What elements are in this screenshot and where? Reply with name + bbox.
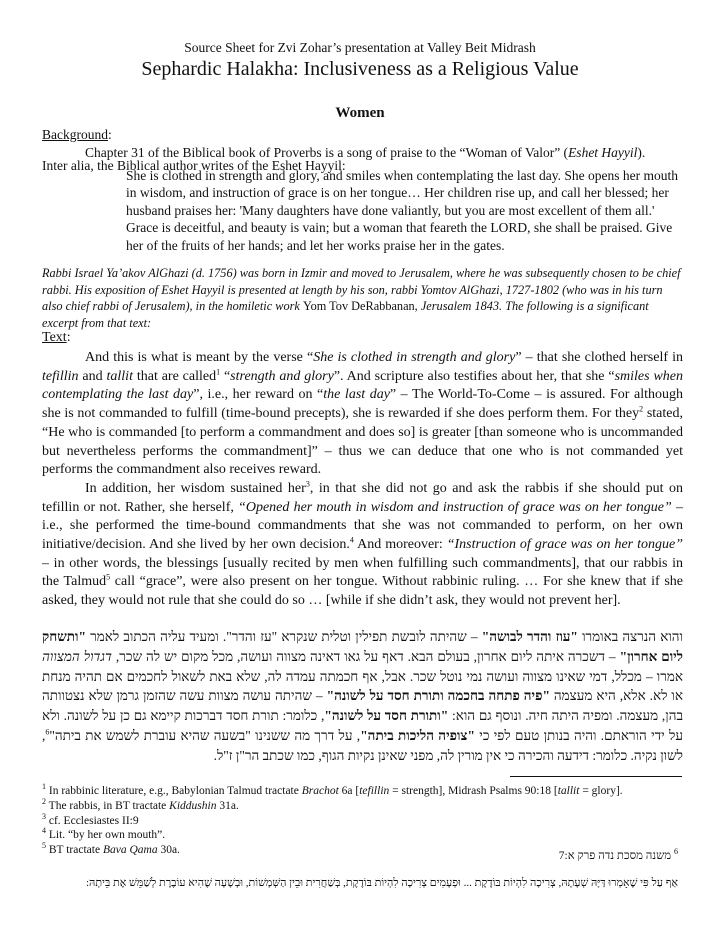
footnote-ref-4[interactable]: 4 — [349, 535, 354, 545]
footnote-1: $^1$ In rabbinic literature, e.g., Babylonian Talmud tractate Brachot 6a [tefillin = strength], Midrash Psalms 90:18 [tallit = glory]. — [42, 782, 623, 797]
background-line-1: Chapter 31 of the Biblical book of Proverbs is a song of praise to the “Woman of Valor” (Eshet Hayyil). — [85, 145, 646, 160]
section-title: Women — [335, 105, 385, 121]
translation-paragraph-2: In addition, her wisdom sustained her$^3$, in that she did not go and ask the rabbis if she should put on tefillin or not. Rather, she herself, “Opened her mouth in wisdom and instruction of grace was on her tongue” – i.e., she performed the time-bound commandments that she was not commanded to perform, on her own initiative/decision. And she lived by her own decision.$^4$ And moreover: “Instruction of grace was on her tongue” – in other words, the blessings [usually recited by men when fulfilling such commandments], that our rabbis in the Talmud$^5$ call “grace”, were also present on her tongue. Without rabbinic ruling. … For she knew that if she asked, they would not rule that she could do so … [while if she didn’t ask, they would not prevent her]. — [42, 479, 684, 609]
footnote-6: $^6$ משנה מסכת נדה פרק א:7 — [558, 847, 678, 862]
text-heading: Text: — [42, 330, 71, 345]
footnote-4: $^4$ Lit. “by her own mouth”. — [42, 826, 166, 842]
footnote-ref-5[interactable]: 5 — [106, 572, 111, 582]
footnote-2: $^2$ The rabbis, in BT tractate Kiddushin 31a. — [42, 796, 239, 812]
hebrew-original: והוא הנרצה באומרו "עוז והדר לבושה" – שהיתה לובשת תפילין וטלית שנקרא "עז והדר". ומעיד עליה הכתוב לאמר "ותשחק ליום אחרון" – דשכרה איתה ליום אחרון, בעולם הבא. דאף על גאו דאינה מצווה ועושה, מכל מקום יש לה שכר, דגדול המצווה אמרו – מכלל, דמי שאינו מצווה ועושה נמי נוטל שכר. אבל, אף חכמתה עמדה לה, שלא באת לשאול לחכמים אם תהיה מנחת או לא. אלא, היא מעצמה "פיה פתחה בחכמה ותורת חסד על לשונה" – שהיתה עושה מצוות עשה שהזמן גרמן שלא נצטוותה בהן, מעצמה. ומפיה היתה חיה. ונוסף גם הוא: "ותורת חסד על לשונה", כלומר: תורת חסד דברכות קיימא גם כן על לשונה. ולא על ידי הוראתם. והיה בנותן טעם לפי כי "צופיה הליכות ביתה", על דרך מה ששנינו "בשעה שהיא עוברת לשמש את ביתה"$^6$, לשון נקיה. כלומר: דידעה והכירה כי אין מורין לה, מפני שאינן נקיות הגוף, כמו שכתב הר"ן ז"ל. — [42, 629, 683, 763]
proverbs-quote: She is clothed in strength and glory, and smiles when contemplating the last day. She opens her mouth in wisdom, and instruction of grace is on her tongue… Her children rise up, and call her blessed; her husband praises her: 'Many daughters have done valiantly, but you are most excellent of them all.' Grace is deceitful, and beauty is vain; but a woman that feareth the LORD, she shall be praised. Give her of the fruits of her hands; and let her works praise her in the gates. — [126, 168, 679, 253]
background-heading: Background: — [42, 127, 112, 142]
footnote-5: $^5$ BT tractate Bava Qama 30a. — [42, 841, 180, 857]
translation-paragraph-1: And this is what is meant by the verse “She is clothed in strength and glory” – that she clothed herself in tefillin and tallit that are called$^1$ “strength and glory”. And scripture also testifies about her, that she “smiles when contemplating the last day”, i.e., her reward on “the last day” – The World-To-Come – is assured. For although she is not commanded to fulfill (time-bound precepts), she is rewarded if she does perform them. For they$^2$ stated, “He who is commanded [to perform a commandment and does so] is greater [than someone who is uncommanded but nevertheless performs the commandment]” – thus we can deduce that one who is not commanded yet performs the commandment also receives reward. — [42, 350, 684, 478]
english-translation — [42, 349, 683, 611]
footnote-ref-6[interactable]: 6 — [45, 727, 50, 737]
intro-paragraph: Rabbi Israel Ya’akov AlGhazi (d. 1756) was born in Izmir and moved to Jerusalem, where he was subsequently chosen to be chief rabbi. His exposition of Eshet Hayyil is presented at length by his son, rabbi Yomtov AlGhazi, 1727-1802 (who was in his turn also chief rabbi of Jerusalem), in the homiletic work Yom Tov DeRabbanan, Jerusalem 1843. The following is a significant excerpt from that text: — [42, 266, 681, 330]
footnotes — [42, 784, 692, 858]
footnote-divider — [510, 776, 682, 777]
footnote-ref-3[interactable]: 3 — [305, 479, 310, 489]
document-subtitle: Source Sheet for Zvi Zohar’s presentation at Valley Beit Midrash — [184, 40, 536, 55]
footnote-ref-1[interactable]: 1 — [216, 367, 221, 377]
document-title: Sephardic Halakha: Inclusiveness as a Religious Value — [141, 58, 579, 80]
footnote-6-text: אַף עַל פִּי שֶׁאָמְרוּ דַּיָּהּ שְׁעָתָהּ, צְרִיכָה לִהְיוֹת בּוֹדֶקֶת ... וּפְעָמִים צְרִיכָה לִהְיוֹת בּוֹדֶקֶת, בְּשַׁחֲרִית וּבֵין הַשְּׁמָשׁוֹת, וּבְשָׁעָה שֶׁהִיא עוֹבֶרֶת לְשַׁמֵּשׁ אֶת בֵּיתָהּ: — [85, 877, 678, 889]
background-line-2: Inter alia, the Biblical author writes of the Eshet Hayyil: — [42, 158, 346, 173]
footnote-ref-2[interactable]: 2 — [639, 404, 644, 414]
footnote-3: $^3$ cf. Ecclesiastes II:9 — [42, 811, 139, 827]
